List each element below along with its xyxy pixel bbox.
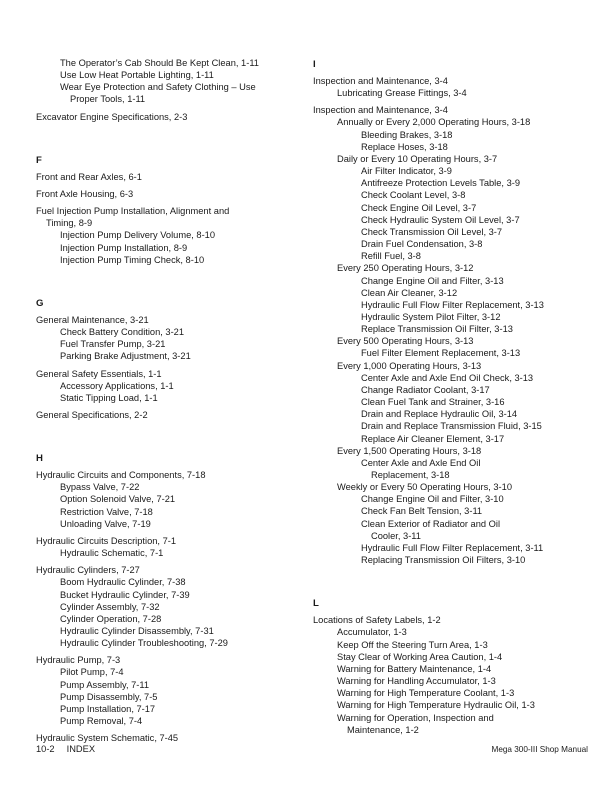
index-subsubentry: Hydraulic Full Flow Filter Replacement, 3-13 bbox=[361, 299, 544, 310]
index-subsubentry: Check Engine Oil Level, 3-7 bbox=[361, 202, 477, 213]
index-subsubentry: Check Fan Belt Tension, 3-11 bbox=[361, 506, 483, 517]
index-entry: Hydraulic Pump, 7-3 bbox=[36, 655, 121, 666]
page-number: 10-2 bbox=[36, 744, 55, 754]
index-left-column bbox=[36, 57, 282, 744]
section-spacer bbox=[313, 566, 593, 596]
index-subentry: Cylinder Assembly, 7-32 bbox=[60, 601, 160, 612]
index-entry: Hydraulic Circuits Description, 7-1 bbox=[36, 535, 177, 546]
index-subentry: Injection Pump Delivery Volume, 8-10 bbox=[60, 230, 216, 241]
index-subsubentry: Check Coolant Level, 3-8 bbox=[361, 190, 466, 201]
index-subentry: Proper Tools, 1-11 bbox=[70, 94, 146, 105]
index-entry: General Safety Essentials, 1-1 bbox=[36, 368, 162, 379]
index-subentry: Hydraulic Schematic, 7-1 bbox=[60, 548, 164, 559]
index-subentry: Warning for Handling Accumulator, 1-3 bbox=[337, 676, 496, 687]
index-subsubentry: Change Radiator Coolant, 3-17 bbox=[361, 384, 490, 395]
index-right-column bbox=[313, 57, 593, 736]
index-subentry: Check Battery Condition, 3-21 bbox=[60, 327, 185, 338]
index-subsubentry: Change Engine Oil and Filter, 3-10 bbox=[361, 494, 504, 505]
index-subentry: Weekly or Every 50 Operating Hours, 3-10 bbox=[337, 482, 512, 493]
index-subentry: Accessory Applications, 1-1 bbox=[60, 380, 174, 391]
index-subsubentry: Clean Exterior of Radiator and Oil bbox=[361, 518, 501, 529]
index-subentry: Option Solenoid Valve, 7-21 bbox=[60, 494, 176, 505]
index-subentry: Unloading Valve, 7-19 bbox=[60, 518, 151, 529]
index-subentry: Stay Clear of Working Area Caution, 1-4 bbox=[337, 651, 503, 662]
index-subsubentry: Replacing Transmission Oil Filters, 3-10 bbox=[361, 555, 526, 566]
index-subentry: Fuel Transfer Pump, 3-21 bbox=[60, 339, 166, 350]
section-spacer bbox=[36, 421, 282, 451]
index-subentry: Warning for Operation, Inspection and bbox=[337, 712, 494, 723]
footer-page-label bbox=[36, 744, 95, 754]
index-subentry: Hydraulic Cylinder Troubleshooting, 7-29 bbox=[60, 638, 228, 649]
index-subentry: Parking Brake Adjustment, 3-21 bbox=[60, 351, 191, 362]
section-spacer bbox=[36, 123, 282, 153]
index-entry: Excavator Engine Specifications, 2-3 bbox=[36, 111, 188, 122]
index-subentry: Boom Hydraulic Cylinder, 7-38 bbox=[60, 577, 186, 588]
index-subsubentry: Drain Fuel Condensation, 3-8 bbox=[361, 239, 483, 250]
index-entry: Hydraulic Circuits and Components, 7-18 bbox=[36, 470, 206, 481]
index-entry: General Specifications, 2-2 bbox=[36, 409, 148, 420]
index-subentry: Lubricating Grease Fittings, 3-4 bbox=[337, 88, 467, 99]
index-subentry: Pilot Pump, 7-4 bbox=[60, 667, 124, 678]
index-subentry: Warning for Battery Maintenance, 1-4 bbox=[337, 663, 492, 674]
index-subentry: Hydraulic Cylinder Disassembly, 7-31 bbox=[60, 626, 214, 636]
index-subsubentry: Center Axle and Axle End Oil bbox=[361, 457, 481, 468]
index-subsubentry: Air Filter Indicator, 3-9 bbox=[361, 166, 452, 177]
index-entry: Timing, 8-9 bbox=[46, 218, 93, 229]
index-subentry: Bypass Valve, 7-22 bbox=[60, 482, 140, 493]
index-subsubentry: Refill Fuel, 3-8 bbox=[361, 251, 421, 262]
index-subentry: Injection Pump Installation, 8-9 bbox=[60, 242, 188, 253]
index-entry: Locations of Safety Labels, 1-2 bbox=[313, 615, 441, 626]
index-subentry: Injection Pump Timing Check, 8-10 bbox=[60, 254, 205, 265]
index-subentry: Maintenance, 1-2 bbox=[347, 724, 419, 735]
manual-title: Mega 300-III Shop Manual bbox=[491, 745, 588, 754]
index-subentry: Every 1,000 Operating Hours, 3-13 bbox=[337, 360, 482, 371]
index-entry: General Maintenance, 3-21 bbox=[36, 314, 149, 325]
index-subentry: Every 250 Operating Hours, 3-12 bbox=[337, 263, 474, 274]
index-subentry: Restriction Valve, 7-18 bbox=[60, 506, 153, 517]
index-entry: Hydraulic System Schematic, 7-45 bbox=[36, 733, 179, 744]
index-subsubentry: Cooler, 3-11 bbox=[371, 530, 421, 541]
index-subsubentry: Center Axle and Axle End Oil Check, 3-13 bbox=[361, 372, 534, 383]
index-subsubentry: Replace Hoses, 3-18 bbox=[361, 141, 448, 152]
index-entry: Hydraulic Cylinders, 7-27 bbox=[36, 565, 140, 576]
index-subentry: Warning for High Temperature Hydraulic Oil, 1-3 bbox=[337, 700, 535, 711]
index-subentry: Daily or Every 10 Operating Hours, 3-7 bbox=[337, 153, 498, 164]
index-subentry: Cylinder Operation, 7-28 bbox=[60, 613, 162, 624]
index-entry: Inspection and Maintenance, 3-4 bbox=[313, 76, 448, 86]
index-subentry: Use Low Heat Portable Lighting, 1-11 bbox=[60, 70, 214, 81]
index-subsubentry: Drain and Replace Hydraulic Oil, 3-14 bbox=[361, 409, 518, 420]
index-subsubentry: Hydraulic System Pilot Filter, 3-12 bbox=[361, 311, 501, 322]
index-subentry: Pump Disassembly, 7-5 bbox=[60, 691, 158, 702]
index-subsubentry: Hydraulic Full Flow Filter Replacement, 3-11 bbox=[361, 542, 544, 553]
index-letter-heading: H bbox=[36, 453, 43, 465]
index-subsubentry: Replace Transmission Oil Filter, 3-13 bbox=[361, 324, 513, 335]
index-subsubentry: Change Engine Oil and Filter, 3-13 bbox=[361, 275, 504, 286]
index-entry: Inspection and Maintenance, 3-4 bbox=[313, 105, 448, 116]
index-subsubentry: Antifreeze Protection Levels Table, 3-9 bbox=[361, 178, 520, 189]
index-letter-heading: L bbox=[313, 598, 319, 610]
index-subsubentry: Drain and Replace Transmission Fluid, 3-15 bbox=[361, 421, 542, 432]
index-subentry: Keep Off the Steering Turn Area, 1-3 bbox=[337, 639, 488, 650]
index-subentry: Pump Removal, 7-4 bbox=[60, 716, 143, 727]
index-subentry: Pump Assembly, 7-11 bbox=[60, 679, 150, 690]
index-subsubentry: Clean Fuel Tank and Strainer, 3-16 bbox=[361, 397, 505, 408]
section-spacer bbox=[36, 266, 282, 296]
index-letter-heading: I bbox=[313, 59, 316, 70]
index-subentry: Warning for High Temperature Coolant, 1-3 bbox=[337, 688, 515, 699]
index-subsubentry: Replacement, 3-18 bbox=[371, 470, 450, 480]
index-subsubentry: Check Hydraulic System Oil Level, 3-7 bbox=[361, 214, 520, 225]
section-name: INDEX bbox=[66, 744, 96, 754]
index-subentry: Wear Eye Protection and Safety Clothing – Use bbox=[60, 82, 256, 93]
index-subsubentry: Fuel Filter Element Replacement, 3-13 bbox=[361, 348, 521, 359]
index-letter-heading: G bbox=[36, 297, 44, 309]
index-subsubentry: Replace Air Cleaner Element, 3-17 bbox=[361, 433, 505, 444]
index-subentry: Annually or Every 2,000 Operating Hours, 3-18 bbox=[337, 117, 531, 128]
index-subsubentry: Clean Air Cleaner, 3-12 bbox=[361, 287, 458, 298]
index-entry: Front and Rear Axles, 6-1 bbox=[36, 171, 142, 182]
index-subentry: The Operator’s Cab Should Be Kept Clean, 1-11 bbox=[60, 58, 259, 68]
index-entry: Front Axle Housing, 6-3 bbox=[36, 188, 134, 199]
index-entry: Fuel Injection Pump Installation, Alignment and bbox=[36, 206, 230, 217]
index-letter-heading: F bbox=[36, 154, 42, 166]
index-subentry: Static Tipping Load, 1-1 bbox=[60, 392, 158, 403]
index-subentry: Every 1,500 Operating Hours, 3-18 bbox=[337, 445, 482, 456]
index-subentry: Pump Installation, 7-17 bbox=[60, 703, 156, 714]
index-subentry: Accumulator, 1-3 bbox=[337, 627, 407, 638]
index-subentry: Bucket Hydraulic Cylinder, 7-39 bbox=[60, 589, 190, 600]
index-subentry: Every 500 Operating Hours, 3-13 bbox=[337, 336, 474, 347]
index-subsubentry: Check Transmission Oil Level, 3-7 bbox=[361, 226, 503, 237]
index-subsubentry: Bleeding Brakes, 3-18 bbox=[361, 129, 453, 140]
